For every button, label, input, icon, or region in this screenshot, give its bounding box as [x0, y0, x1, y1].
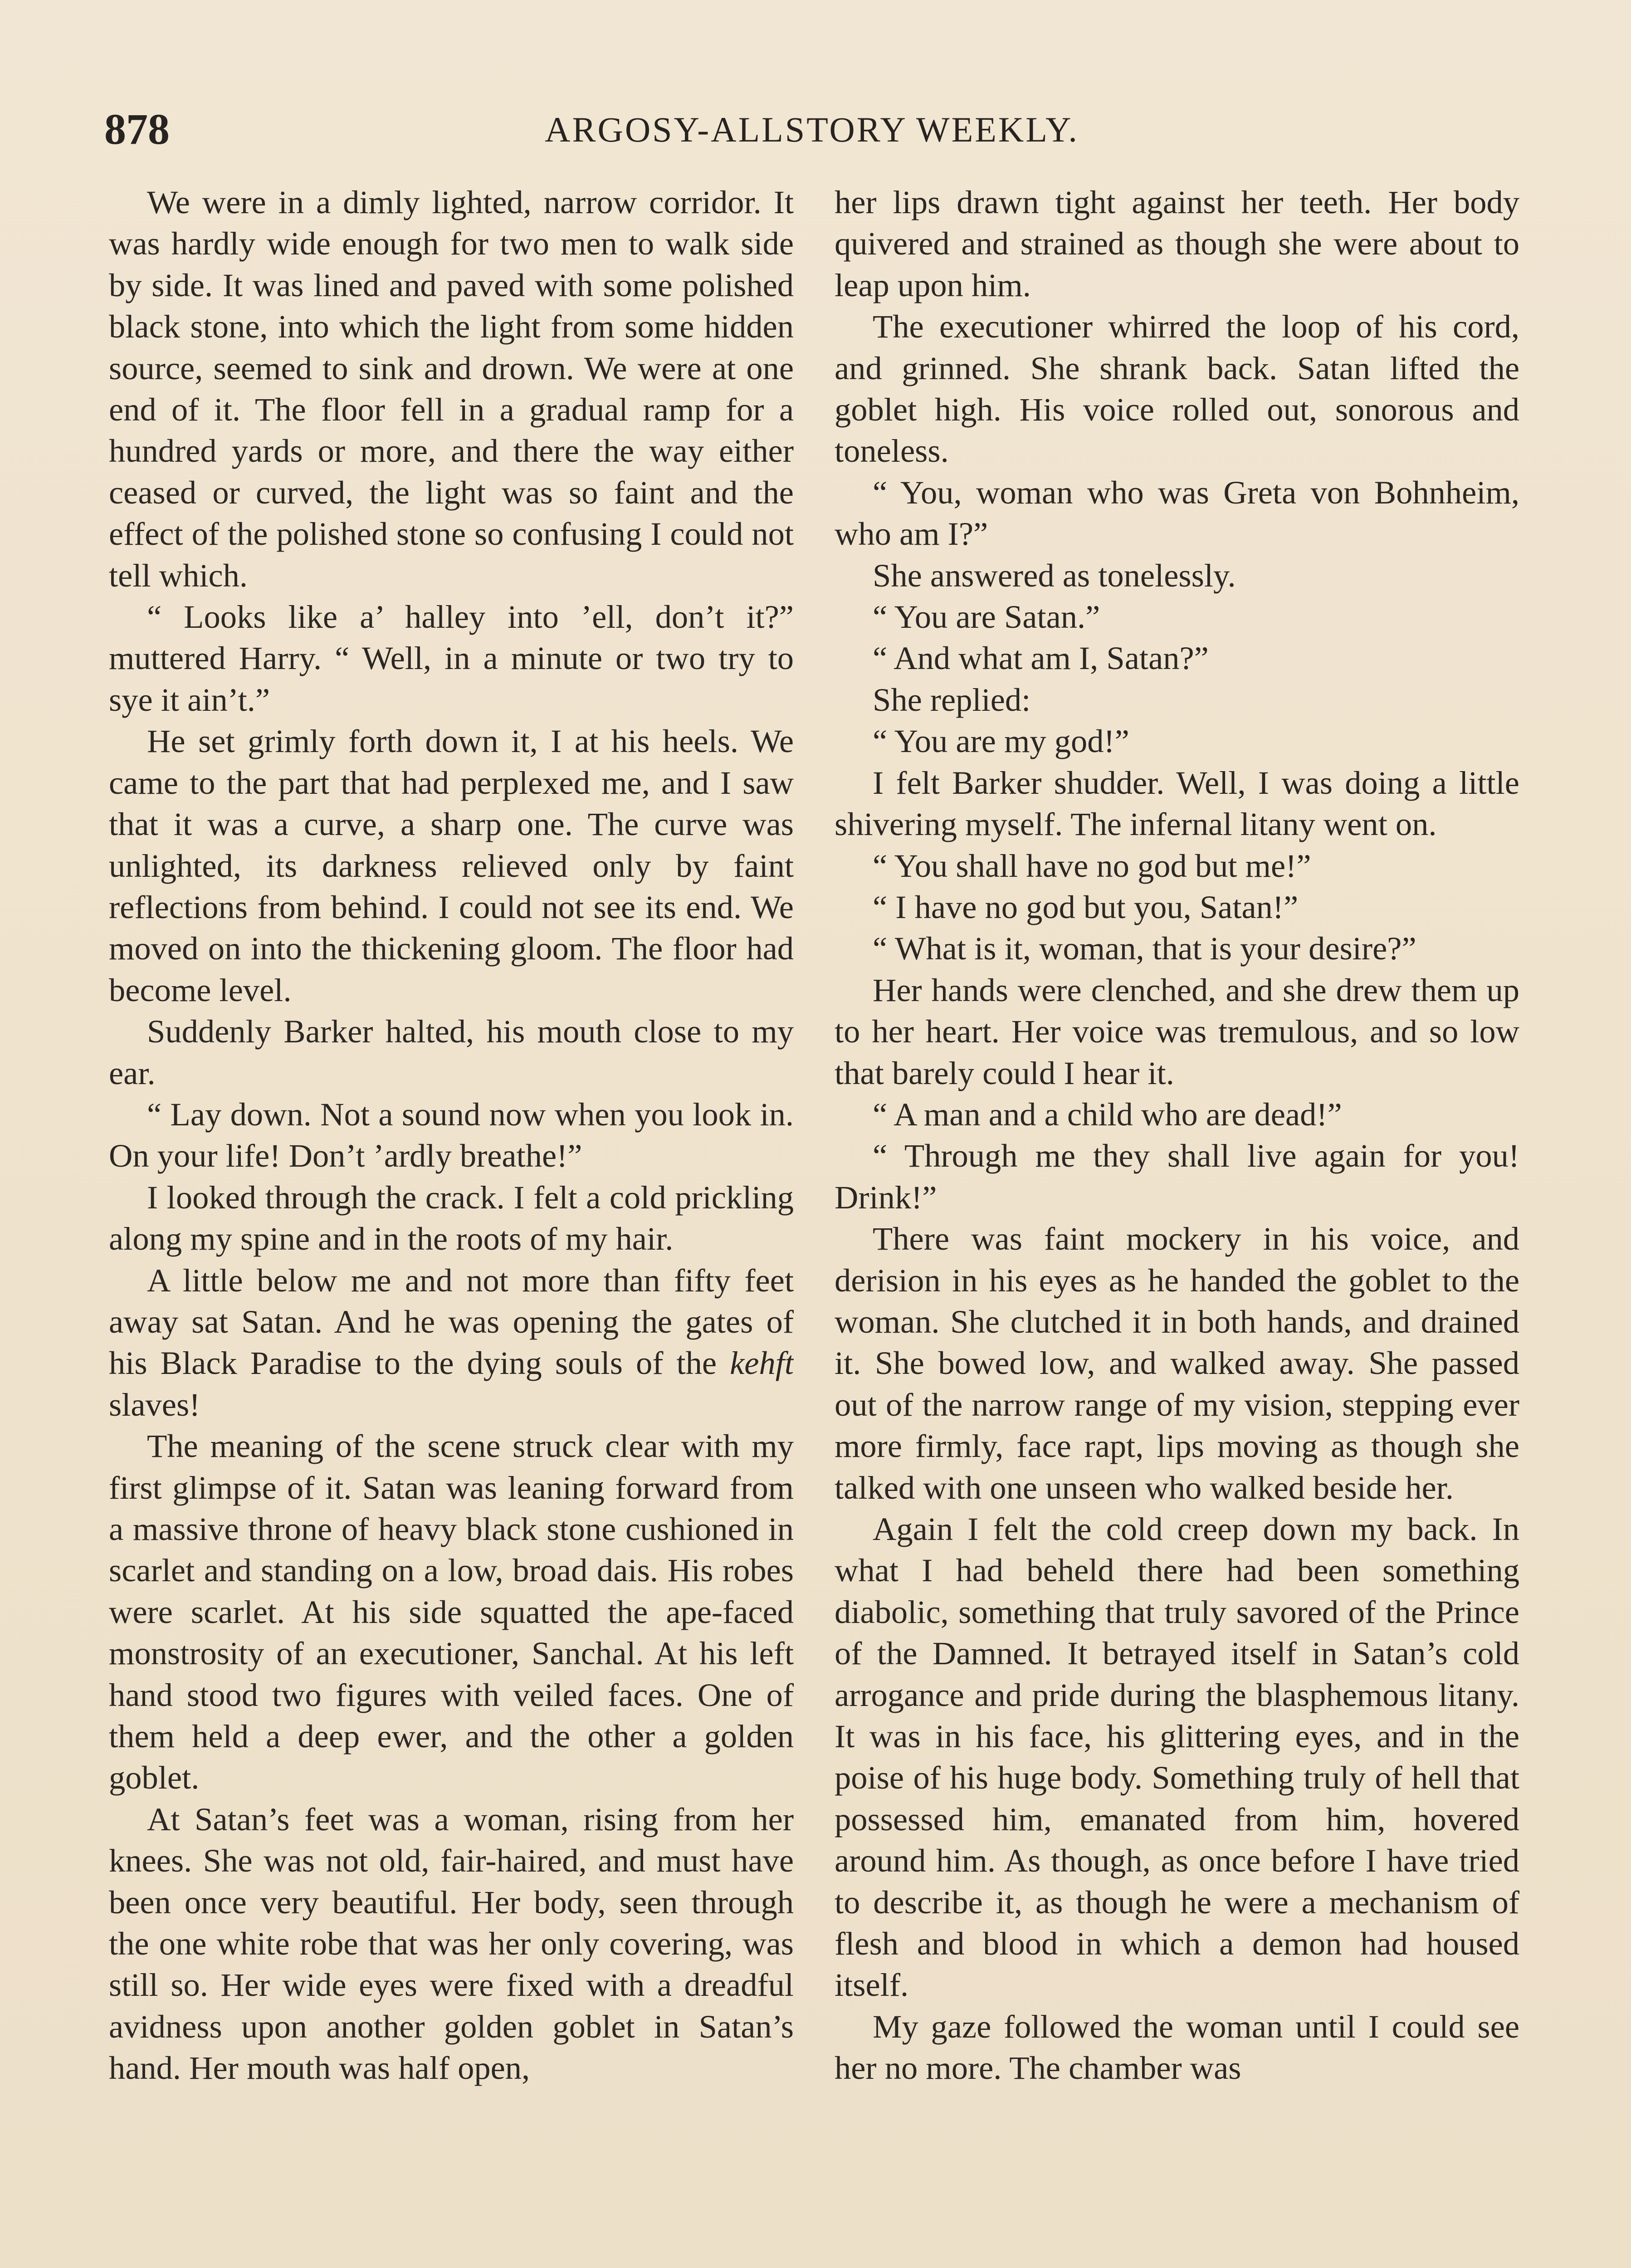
paragraph-text: Suddenly Barker halted, his mouth close to my ear. — [109, 1013, 794, 1091]
paragraph-text: “ You are Satan.” — [873, 598, 1100, 635]
paragraph — [835, 306, 1519, 472]
page-header — [100, 91, 1524, 163]
paragraph — [835, 928, 1519, 969]
paragraph — [109, 1799, 794, 2089]
paragraph-text: Again I felt the cold creep down my back. In what I had beheld there had been something diabolic, something that truly savored of the Prince of the Damned. It betrayed itself in Satan’s cold arrogance and pride during the blasphemous litany. It was in his face, his glittering eyes, and in the poise of his huge body. Something truly of hell that possessed him, emanated from him, hovered around him. As though, as once before I have tried to describe it, as though he were a mechanism of flesh and blood in which a demon had housed itself. — [835, 1510, 1519, 2004]
paragraph-text: “ A man and a child who are dead!” — [873, 1095, 1342, 1133]
paragraph — [835, 637, 1519, 679]
paragraph — [835, 2006, 1519, 2089]
paragraph-text-tail: slaves! — [109, 1386, 200, 1423]
paragraph — [835, 555, 1519, 596]
paragraph-text: She replied: — [873, 681, 1031, 718]
paragraph — [109, 596, 794, 720]
text-column-left — [109, 181, 794, 2268]
paragraph-text: “ Lay down. Not a sound now when you look in. On your life! Don’t ’ardly breathe!” — [109, 1095, 794, 1174]
paragraph — [835, 596, 1519, 637]
paragraph-text: her lips drawn tight against her teeth. Her body quivered and strained as though she were about to leap upon him. — [835, 184, 1519, 303]
paragraph — [835, 1094, 1519, 1135]
paragraph — [109, 1260, 794, 1426]
italic-word: kehft — [730, 1344, 794, 1382]
paragraph — [835, 1508, 1519, 2006]
paragraph-text: “ You shall have no god but me!” — [873, 847, 1311, 884]
paragraph — [109, 720, 794, 1011]
paragraph-text: “ And what am I, Satan?” — [873, 640, 1209, 677]
paragraph-text: The meaning of the scene struck clear with my first glimpse of it. Satan was leaning forward from a massive throne of heavy black stone cushioned in scarlet and standing on a low, broad dais. His robes were scarlet. At his side squatted the ape-faced monstrosity of an executioner, Sanchal. At his left hand stood two figures with veiled faces. One of them held a deep ewer, and the other a golden goblet. — [109, 1427, 794, 1796]
paragraph — [835, 969, 1519, 1094]
paragraph — [835, 472, 1519, 555]
paragraph-text: I looked through the crack. I felt a cold prickling along my spine and in the roots of my hair. — [109, 1178, 794, 1257]
paragraph — [835, 1218, 1519, 1508]
paragraph — [109, 1425, 794, 1799]
paragraph-text: She answered as tonelessly. — [873, 557, 1236, 594]
paragraph-text: The executioner whirred the loop of his cord, and grinned. She shrank back. Satan lifted the goblet high. His voice rolled out, sonorous and toneless. — [835, 308, 1519, 469]
paragraph — [109, 1011, 794, 1094]
paragraph-text: I felt Barker shudder. Well, I was doing a little shivering myself. The infernal litany went on. — [835, 764, 1519, 843]
paragraph-text: “ Through me they shall live again for you! Drink!” — [835, 1137, 1519, 1216]
paragraph-text: “ You, woman who was Greta von Bohnheim, who am I?” — [835, 474, 1519, 552]
paragraph-text: At Satan’s feet was a woman, rising from her knees. She was not old, fair-haired, and must have been once very beautiful. Her body, seen through the one white robe that was her only covering, was still so. Her wide eyes were fixed with a dreadful avidness upon another golden goblet in Satan’s hand. Her mouth was half open, — [109, 1800, 794, 2087]
paragraph-text: My gaze followed the woman until I could see her no more. The chamber was — [835, 2008, 1519, 2087]
paragraph — [835, 886, 1519, 928]
paragraph-text: He set grimly forth down it, I at his heels. We came to the part that had perplexed me, and I saw that it was a curve, a sharp one. The curve was unlighted, its darkness relieved only by faint reflections from behind. I could not see its end. We moved on into the thickening gloom. The floor had become level. — [109, 723, 794, 1008]
paragraph — [835, 1135, 1519, 1218]
paragraph-text: Her hands were clenched, and she drew them up to her heart. Her voice was tremulous, and so low that barely could I hear it. — [835, 971, 1519, 1091]
paragraph — [835, 679, 1519, 720]
paragraph-text: “ What is it, woman, that is your desire?” — [873, 930, 1416, 967]
paragraph — [835, 720, 1519, 762]
text-column-right — [835, 181, 1519, 2268]
paragraph — [835, 762, 1519, 845]
paragraph-text: “ Looks like a’ halley into ’ell, don’t it?” muttered Harry. “ Well, in a minute or two try to sye it ain’t.” — [109, 598, 794, 718]
paragraph-text: A little below me and not more than fifty feet away sat Satan. And he was opening the gates of his Black Paradise to the dying souls of the — [109, 1261, 794, 1382]
paragraph-text: “ I have no god but you, Satan!” — [873, 888, 1299, 925]
paragraph — [109, 1094, 794, 1177]
paragraph — [109, 1177, 794, 1260]
paragraph — [835, 845, 1519, 886]
paragraph-text: There was faint mockery in his voice, and derision in his eyes as he handed the goblet to the woman. She clutched it in both hands, and drained it. She bowed low, and walked away. She passed out of the narrow range of my vision, stepping ever more firmly, face rapt, lips moving as though she talked with one unseen who walked beside her. — [835, 1220, 1519, 1506]
running-head: ARGOSY-ALLSTORY WEEKLY. — [545, 110, 1079, 149]
paragraph — [109, 181, 794, 596]
paragraph-text: We were in a dimly lighted, narrow corridor. It was hardly wide enough for two men to walk side by side. It was lined and paved with some polished black stone, into which the light from some hidden source, seemed to sink and drown. We were at one end of it. The floor fell in a gradual ramp for a hundred yards or more, and there the way either ceased or curved, the light was so faint and the effect of the polished stone so confusing I could not tell which. — [109, 184, 794, 594]
paragraph — [835, 181, 1519, 306]
page-number: 878 — [104, 105, 170, 153]
paragraph-text: “ You are my god!” — [873, 723, 1129, 760]
